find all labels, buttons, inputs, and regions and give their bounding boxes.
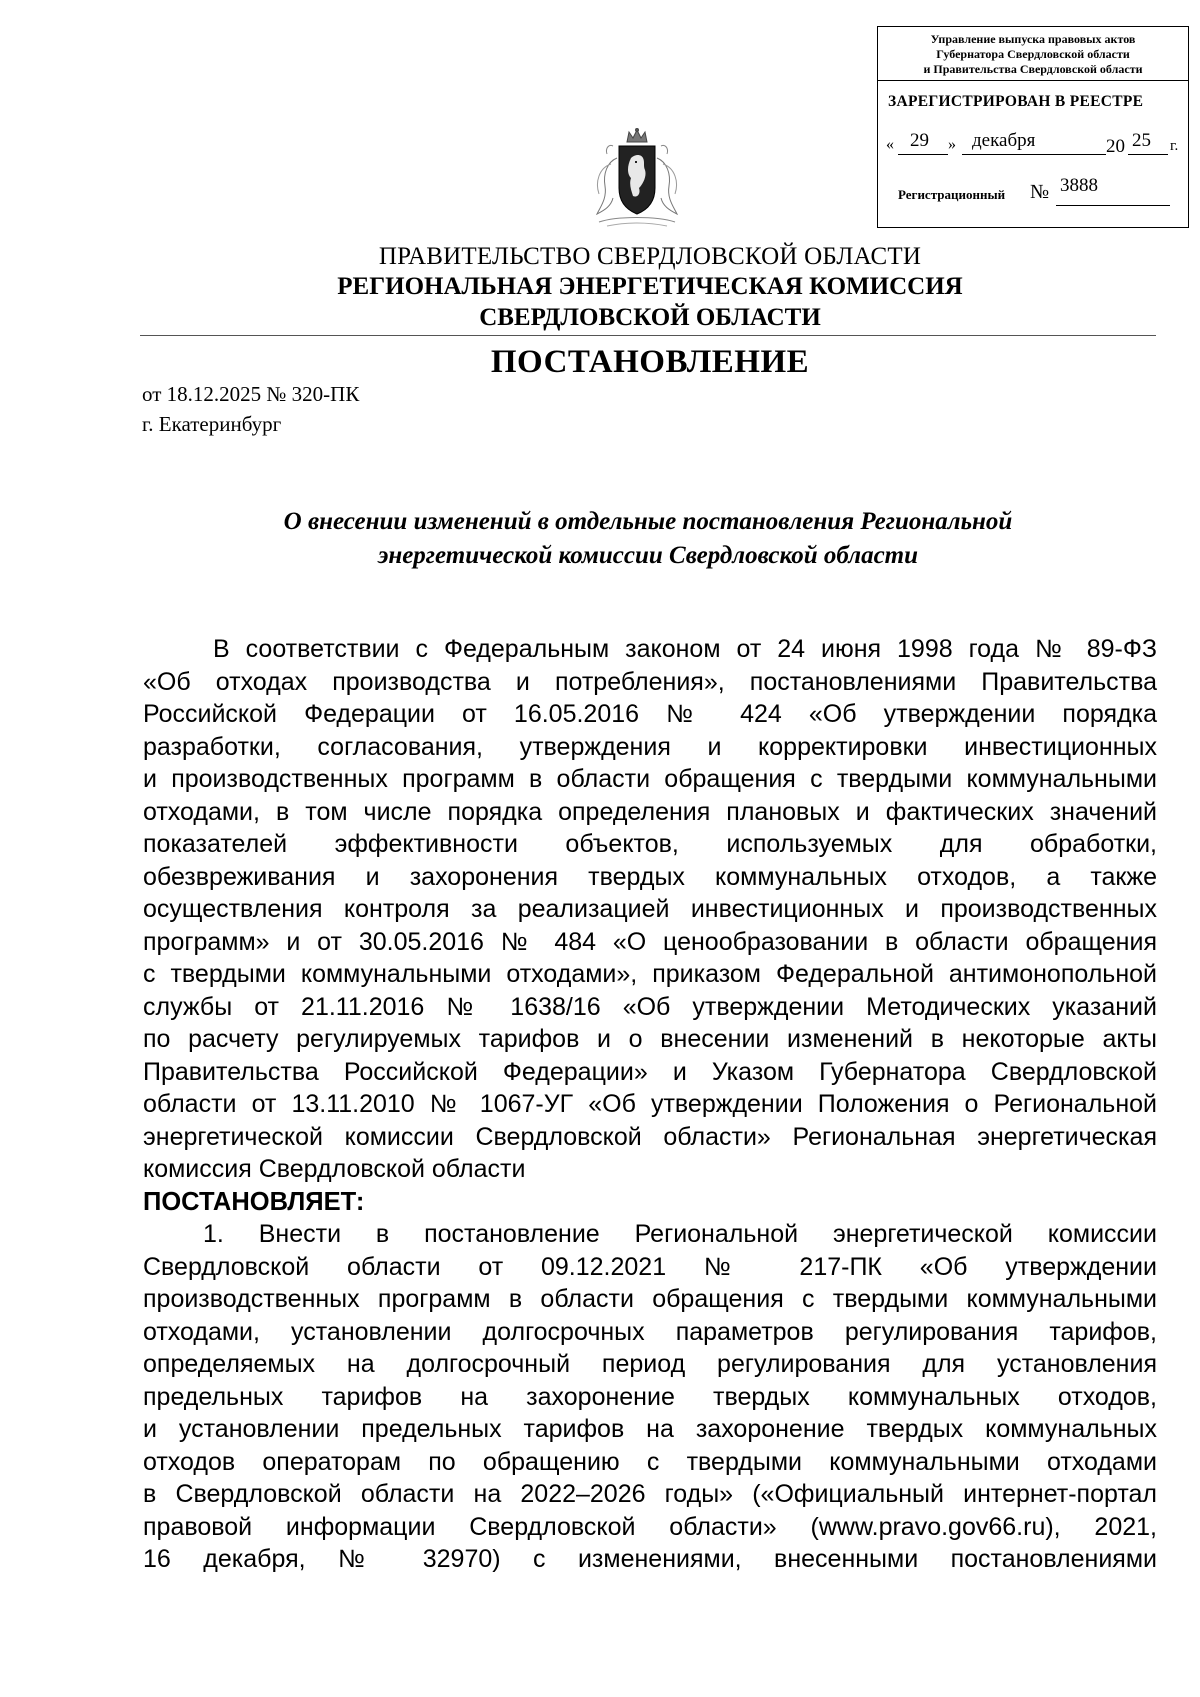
- body-line: правовой информации Свердловской области» (www.pravo.gov66.ru), 2021,: [143, 1512, 1157, 1541]
- body-line: энергетической комиссии Свердловской области» Региональная энергетическая: [143, 1122, 1157, 1151]
- stamp-day: 29: [910, 130, 929, 151]
- item-1-paragraph: [143, 1218, 1157, 1576]
- decree-word: ПОСТАНОВЛЯЕТ:: [143, 1187, 365, 1216]
- stamp-year-prefix: 20: [1106, 136, 1125, 157]
- body-line: показателей эффективности объектов, используемых для обработки,: [143, 830, 1157, 858]
- body-line: Свердловской области от 09.12.2021 № 217-ПК «Об утверждении: [143, 1252, 1157, 1281]
- preamble-paragraph: [143, 633, 1157, 1186]
- stamp-month-underline: [962, 154, 1106, 155]
- body-line: комиссия Свердловской области: [143, 1155, 526, 1183]
- document-city: г. Екатеринбург: [142, 412, 282, 436]
- stamp-quote-open: «: [886, 136, 894, 153]
- stamp-year-underline: [1128, 154, 1168, 155]
- body-line: Правительства Российской Федерации» и Указом Губернатора Свердловской: [143, 1057, 1157, 1086]
- body-line: в Свердловской области на 2022–2026 годы» («Официальный интернет-портал: [143, 1480, 1157, 1508]
- stamp-number: [898, 175, 1178, 209]
- commission-name-line2: СВЕРДЛОВСКОЙ ОБЛАСТИ: [479, 304, 821, 331]
- body-line: производственных программ в области обращения с твердыми коммунальными: [143, 1285, 1157, 1313]
- sverdlovsk-coat-of-arms-icon: [577, 128, 697, 232]
- body-line: 16 декабря, № 32970) с изменениями, внесенными постановлениями: [143, 1545, 1157, 1573]
- commission-name-line1: РЕГИОНАЛЬНАЯ ЭНЕРГЕТИЧЕСКАЯ КОМИССИЯ: [337, 273, 963, 300]
- body-line: разработки, согласования, утверждения и корректировки инвестиционных: [143, 732, 1157, 761]
- stamp-quote-close: »: [948, 136, 956, 153]
- government-name: ПРАВИТЕЛЬСТВО СВЕРДЛОВСКОЙ ОБЛАСТИ: [378, 243, 922, 270]
- document-subject: [140, 505, 1156, 573]
- stamp-organization: [878, 27, 1188, 81]
- body-line: «Об отходах производства и потребления», постановлениями Правительства: [143, 667, 1157, 696]
- stamp-day-underline: [898, 154, 948, 155]
- stamp-org-line: Управление выпуска правовых актов: [930, 32, 1136, 46]
- body-line: 1. Внести в постановление Региональной энергетической комиссии: [203, 1220, 1157, 1248]
- body-line: отходами, в том числе порядка определения плановых и фактических значений: [143, 797, 1157, 826]
- stamp-reg-label: Регистрационный: [898, 187, 1006, 202]
- body-line: области от 13.11.2010 № 1067-УГ «Об утверждении Положения о Региональной: [143, 1090, 1157, 1118]
- document-date-number: от 18.12.2025 № 320-ПК: [142, 382, 360, 406]
- stamp-registered-label: ЗАРЕГИСТРИРОВАН В РЕЕСТРЕ: [888, 93, 1144, 110]
- stamp-reg-number: 3888: [1060, 175, 1098, 196]
- body-line: программ» и от 30.05.2016 № 484 «О ценообразовании в области обращения: [143, 927, 1157, 956]
- body-line: обезвреживания и захоронения твердых коммунальных отходов, а также: [143, 862, 1157, 891]
- stamp-month: декабря: [972, 130, 1036, 151]
- stamp-num-sign: №: [1030, 181, 1050, 203]
- body-line: службы от 21.11.2016 № 1638/16 «Об утверждении Методических указаний: [143, 992, 1157, 1021]
- stamp-org-line: Губернатора Свердловской области: [936, 47, 1130, 61]
- stamp-year-unit: г.: [1170, 138, 1179, 154]
- document-body: [143, 633, 1157, 1576]
- header-divider: [140, 335, 1156, 336]
- body-line: и производственных программ в области обращения с твердыми коммунальными: [143, 765, 1157, 793]
- stamp-org-line: и Правительства Свердловской области: [923, 62, 1143, 76]
- stamp-date: [886, 130, 1182, 160]
- body-line: предельных тарифов на захоронение твердых коммунальных отходов,: [143, 1382, 1157, 1411]
- body-line: и установлении предельных тарифов на захоронение твердых коммунальных: [143, 1415, 1157, 1443]
- document-type-title: ПОСТАНОВЛЕНИЕ: [490, 344, 810, 380]
- stamp-year-suffix: 25: [1132, 130, 1151, 151]
- stamp-number-underline: [1056, 205, 1170, 206]
- body-line: по расчету регулируемых тарифов и о внесении изменений в некоторые акты: [143, 1025, 1157, 1053]
- body-line: с твердыми коммунальными отходами», приказом Федеральной антимонопольной: [143, 960, 1157, 988]
- body-line: Российской Федерации от 16.05.2016 № 424 «Об утверждении порядка: [143, 700, 1157, 728]
- subject-line: О внесении изменений в отдельные постановления Региональной: [283, 508, 1013, 535]
- body-line: осуществления контроля за реализацией инвестиционных и производственных: [143, 895, 1157, 923]
- subject-line: энергетической комиссии Свердловской области: [377, 542, 919, 569]
- body-line: В соответствии с Федеральным законом от 24 июня 1998 года № 89-ФЗ: [213, 635, 1157, 663]
- body-line: отходов операторам по обращению с твердыми коммунальными отходами: [143, 1447, 1157, 1476]
- body-line: отходами, установлении долгосрочных параметров регулирования тарифов,: [143, 1317, 1157, 1346]
- registration-stamp: [877, 26, 1189, 228]
- body-line: определяемых на долгосрочный период регулирования для установления: [143, 1350, 1157, 1378]
